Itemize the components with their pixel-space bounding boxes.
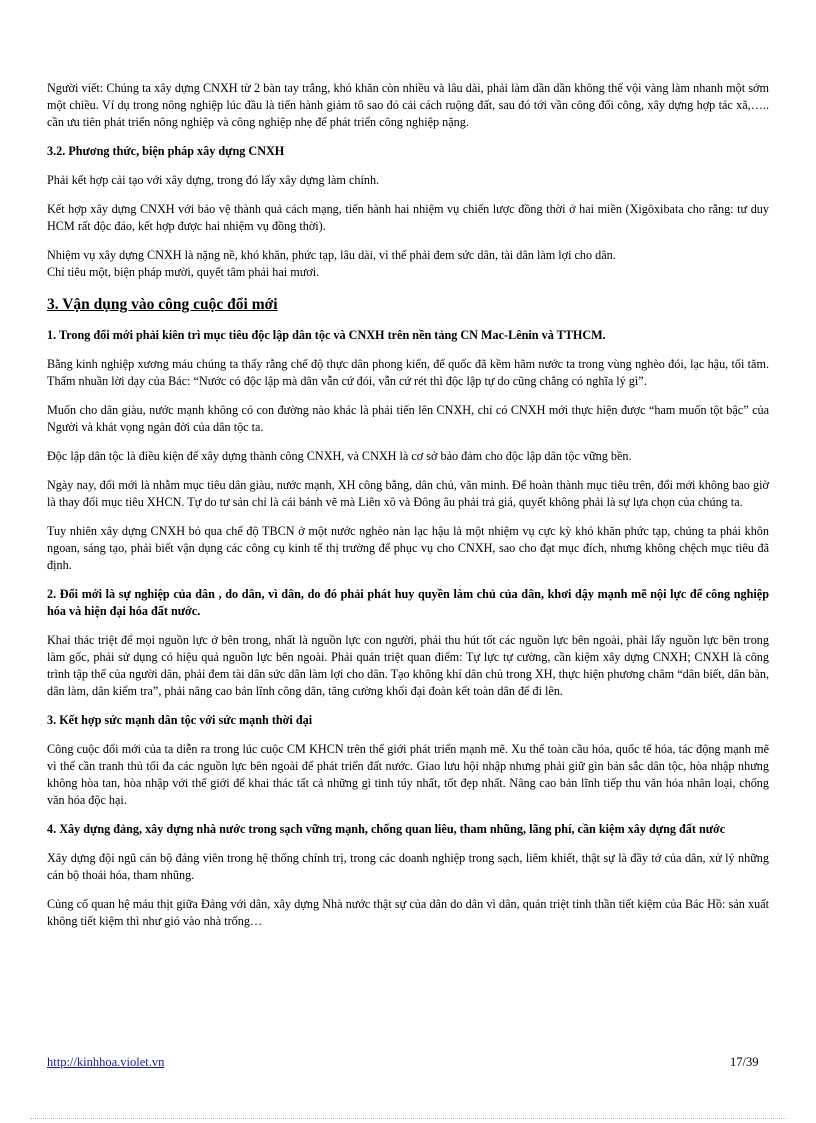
paragraph: Bằng kinh nghiệp xương máu chúng ta thấy rằng chế độ thực dân phong kiến, đế quốc đã kềm hãm nước ta trong vùng nghèo đói, lạc hậu, tối tăm. Thấm nhuần lời dạy của Bác: “Nước có độc lập mà dân vẫn cứ đói, vẫn cứ rét thì độc lập tự do cũng chẳng có nghĩa lý gì”. <box>47 357 769 388</box>
paragraph: Độc lập dân tộc là điều kiện để xây dựng thành công CNXH, và CNXH là cơ sở bảo đảm cho độc lập dân tộc vững bền. <box>47 449 632 463</box>
subheading: 1. Trong đổi mới phải kiên trì mục tiêu độc lập dân tộc và CNXH trên nền tảng CN Mac-Lênin và TTHCM. <box>47 328 606 342</box>
paragraph: Muốn cho dân giàu, nước mạnh không có con đường nào khác là phải tiến lên CNXH, chỉ có CNXH mới thực hiện được “ham muốn tột bậc” của Người và khát vọng ngàn đời của dân tộc ta. <box>47 403 769 434</box>
page-number: 17/39 <box>730 1055 759 1069</box>
paragraph: Công cuộc đổi mới của ta diễn ra trong lúc cuộc CM KHCN trên thế giới phát triển mạnh mẽ. Xu thế toàn cầu hóa, quốc tế hóa, tác động mạnh mẽ vì thế cần tranh thủ tối đa các nguồn lực bên ngoài để phát triển đất nước. Giao lưu hội nhập nhưng phải giữ gìn bản sắc dân tộc, hòa nhập nhưng không hòa tan, hòa nhập với thế giới để khai thác tất cả những gì tinh túy nhất, tốt đẹp nhất. Nâng cao bản lĩnh tiếp thu văn hóa nhân loại, chống văn hóa độc hại. <box>47 742 769 807</box>
paragraph: Xây dựng đội ngũ cán bộ đảng viên trong hệ thống chính trị, trong các doanh nghiệp trong sạch, liêm khiết, thật sự là đầy tớ của dân, xử lý những cán bộ thoái hóa, tham nhũng. <box>47 851 769 882</box>
subheading: 4. Xây dựng đảng, xây dựng nhà nước trong sạch vững mạnh, chống quan liêu, tham nhũng, lãng phí, cần kiệm xây dựng đất nước <box>47 822 726 836</box>
paragraph: Nhiệm vụ xây dựng CNXH là nặng nề, khó khăn, phức tạp, lâu dài, vì thế phải đem sức dân, tài dân làm lợi cho dân. <box>47 248 616 262</box>
page-bottom-divider <box>30 1118 786 1119</box>
footer-website-link[interactable]: http://kinhhoa.violet.vn <box>47 1055 165 1069</box>
subheading: 2. Đổi mới là sự nghiệp của dân , do dân, vì dân, do đó phải phát huy quyền làm chủ của dân, khơi dậy mạnh mẽ nội lực để công nghiệp hóa và hiện đại hóa đất nước. <box>47 587 769 618</box>
subheading: 3.2. Phương thức, biện pháp xây dựng CNXH <box>47 144 285 158</box>
paragraph: Chỉ tiêu một, biện pháp mười, quyết tâm phải hai mươi. <box>47 265 320 279</box>
subheading: 3. Kết hợp sức mạnh dân tộc với sức mạnh thời đại <box>47 713 313 727</box>
paragraph: Củng cố quan hệ máu thịt giữa Đảng với dân, xây dựng Nhà nước thật sự của dân do dân vì dân, quán triệt tinh thần tiết kiệm của Bác Hồ: sản xuất không tiết kiệm thì như gió vào nhà trống… <box>47 897 769 928</box>
paragraph: Tuy nhiên xây dựng CNXH bỏ qua chế độ TBCN ở một nước nghèo nàn lạc hậu là một nhiệm vụ cực kỳ khó khăn phức tạp, chúng ta phải khôn ngoan, sáng tạo, phải biết vận dụng các công cụ kinh tế thị trường để phục vụ cho CNXH, sao cho đạt mục đích, nhưng không chệch mục tiêu đã định. <box>47 524 769 572</box>
paragraph: Ngày nay, đổi mới là nhằm mục tiêu dân giàu, nước mạnh, XH công bằng, dân chủ, văn minh. Để hoàn thành mục tiêu trên, đổi mới không bao giờ là thay đổi mục tiêu XHCN. Tự do tư sản chỉ là cái bánh vẽ mà Liên xô và Đông âu phải trả giá, quyết không phải là sự lựa chọn của chúng ta. <box>47 478 769 509</box>
paragraph: Phải kết hợp cải tạo với xây dựng, trong đó lấy xây dựng làm chính. <box>47 173 380 187</box>
section-heading: 3. Vận dụng vào công cuộc đổi mới <box>47 296 278 313</box>
paragraph: Người viết: Chúng ta xây dựng CNXH từ 2 bàn tay trắng, khó khăn còn nhiều và lâu dài, phải làm dần dần không thể vội vàng làm nhanh một sớm một chiều. Ví dụ trong nông nghiệp lúc đầu là tiến hành giảm tô sao đó cải cách ruộng đất, sau đó tới vần công đổi công, xây dựng hợp tác xã,….. cần ưu tiên phát triển nông nghiệp và công nghiệp nhẹ để phát triển công nghiệp nặng. <box>47 81 769 129</box>
document-body <box>47 80 769 942</box>
paragraph: Khai thác triệt để mọi nguồn lực ở bên trong, nhất là nguồn lực con người, phải thu hút tốt các nguồn lực bên ngoài, phải lấy nguồn lực bên trong làm gốc, phải sử dụng có hiệu quả nguồn lực bên ngoài. Phải quán triệt quan điểm: Tự lực tự cường, cần kiệm xây dựng CNXH; CNXH là công trình tập thể của người dân, phải đem tài dân sức dân làm lợi cho dân. Tạo không khí dân chủ trong XH, thực hiện phương châm “dân biết, dân bàn, dân làm, dân kiểm tra”, phải nâng cao bản lĩnh công dân, tăng cường khối đại đoàn kết toàn dân để đi lên. <box>47 633 769 698</box>
paragraph: Kết hợp xây dựng CNXH với bảo vệ thành quả cách mạng, tiến hành hai nhiệm vụ chiến lược đồng thời ở hai miền (Xigôxibata cho rằng: tư duy HCM rất độc đáo, kết hợp được hai nhiệm vụ đồng thời). <box>47 202 769 233</box>
